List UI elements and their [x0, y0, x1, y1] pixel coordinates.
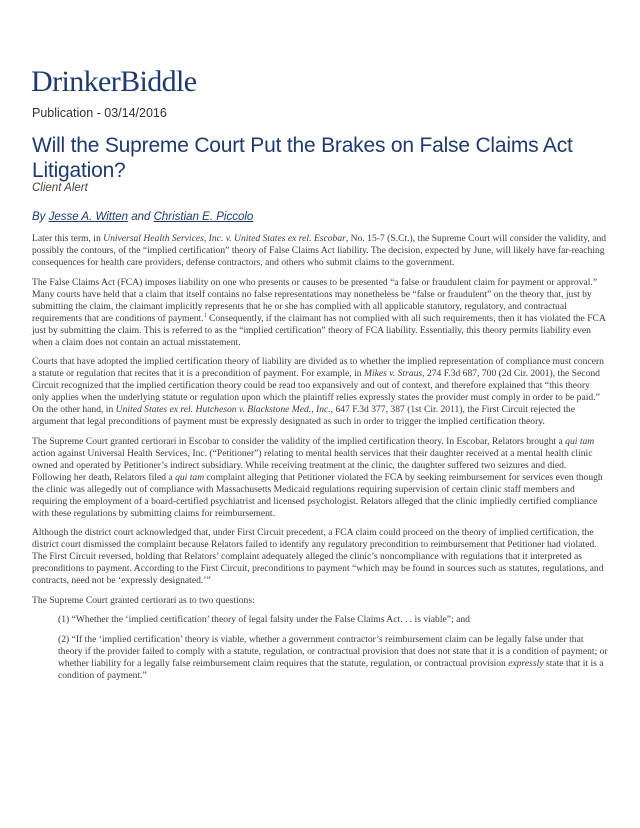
footnote-marker[interactable]: 1	[203, 312, 207, 319]
question-2: (2) “If the ‘implied certification’ theory is viable, whether a government contractor’s reimbursement claim can be legally false under that theory if the provider failed to comply with a statute, regulation, or contractual provision that does not state that it is a condition of payment; or whether liability for a legally false reimbursement claim requires that the statute, regulation, or contractual provision expressly state that it is a condition of payment.”	[58, 633, 608, 681]
case-citation: Universal Health Services, Inc. v. United States ex rel. Escobar	[103, 233, 346, 244]
case-citation: Mikes v. Straus	[363, 368, 423, 379]
paragraph-4: The Supreme Court granted certiorari in Escobar to consider the validity of the implied certification theory. In Escobar, Relators brought a qui tam action against Universal Health Services, Inc. (“Petitioner”) relating to mental health services that their daughter received at a mental health clinic owned and operated by Petitioner’s indirect subsidiary. While receiving treatment at the clinic, the daughter suffered two seizures and died. Following her death, Relators filed a qui tam complaint alleging that Petitioner violated the FCA by seeking reimbursement for services even though the clinic was allegedly out of compliance with Massachusetts Medicaid regulations requiring supervision of certain clinic staff members and requiring the employment of a board-certified psychiatrist and licensed psychologist. Relators alleged that the clinic impliedly certified compliance with these regulations by submitting claims for reimbursement.	[32, 435, 603, 519]
paragraph-3: Courts that have adopted the implied certification theory of liability are divided as to whether the implied representation of compliance must concern a statute or regulation that recites that it is a precondition of payment. For example, in Mikes v. Straus, 274 F.3d 687, 700 (2d Cir. 2001), the Second Circuit recognized that the implied certification theory could be read too expansively and out of context, and therefore explained that “this theory only applies when the underlying statute or regulation upon which the plaintiff relies expressly states the provider must comply in order to be paid.” On the other hand, in United States ex rel. Hutcheson v. Blackstone Med., Inc., 647 F.3d 377, 387 (1st Cir. 2011), the First Circuit rejected the argument that legal preconditions of payment must be expressly designated as such in order to trigger the implied certification theory.	[32, 356, 604, 427]
paragraph-5: Although the district court acknowledged that, under First Circuit precedent, a FCA claim could proceed on the theory of implied certification, the district court dismissed the complaint because Relators failed to identify any regulatory precondition to reimbursement that Petitioner had violated. The First Circuit reversed, holding that Relators’ complaint adequately alleged the clinic’s noncompliance with regulations that it interpreted as preconditions to payment. According to the First Circuit, preconditions to payment “which may be found in sources such as statutes, regulations, and contracts, need not be ‘expressly designated.’”	[32, 527, 604, 586]
author-link-piccolo[interactable]: Christian E. Piccolo	[153, 211, 254, 223]
author-link-witten[interactable]: Jesse A. Witten	[48, 211, 128, 223]
byline-joiner: and	[131, 211, 151, 223]
article-body	[32, 233, 608, 682]
firm-logo: DrinkerBiddle	[31, 65, 197, 98]
publication-date: Publication - 03/14/2016	[32, 106, 167, 120]
byline	[32, 210, 253, 224]
paragraph-6: The Supreme Court granted certiorari as to two questions:	[32, 594, 255, 606]
article-type: Client Alert	[32, 182, 88, 194]
question-1: (1) “Whether the ‘implied certification’ theory of legal falsity under the False Claims Act. . . is viable”; and	[58, 614, 470, 625]
paragraph-2: The False Claims Act (FCA) imposes liability on one who presents or causes to be presented “a false or fraudulent claim for payment or approval.” Many courts have held that a claim that itself contains no false representations may nonetheless be “false or fraudulent” on the theory that, just by submitting the claim, the claimant implicitly represents that he or she has complied with all applicable statutory, regulatory, and contractual requirements that are conditions of payment.$^1$ Consequently, if the claimant has not complied with all such requirements, then it has violated the FCA just by submitting the claim. This is referred to as the “implied certification” theory of FCA liability. Essentially, this theory permits liability even when a claim does not contain an actual misstatement.	[32, 276, 606, 348]
byline-prefix: By	[32, 211, 46, 223]
paragraph-1: Later this term, in Universal Health Services, Inc. v. United States ex rel. Escobar, No. 15-7 (S.Ct.), the Supreme Court will consider the validity, and possibly the contours, of the “implied certification” theory of False Claims Act liability. The decision, expected by June, will likely have far-reaching consequences for health care providers, defense contractors, and others who submit claims to the government.	[32, 233, 607, 268]
page-title: Will the Supreme Court Put the Brakes on False Claims Act Litigation?	[32, 134, 573, 182]
case-citation: United States ex rel. Hutcheson v. Blackstone Med., Inc.	[115, 404, 331, 415]
